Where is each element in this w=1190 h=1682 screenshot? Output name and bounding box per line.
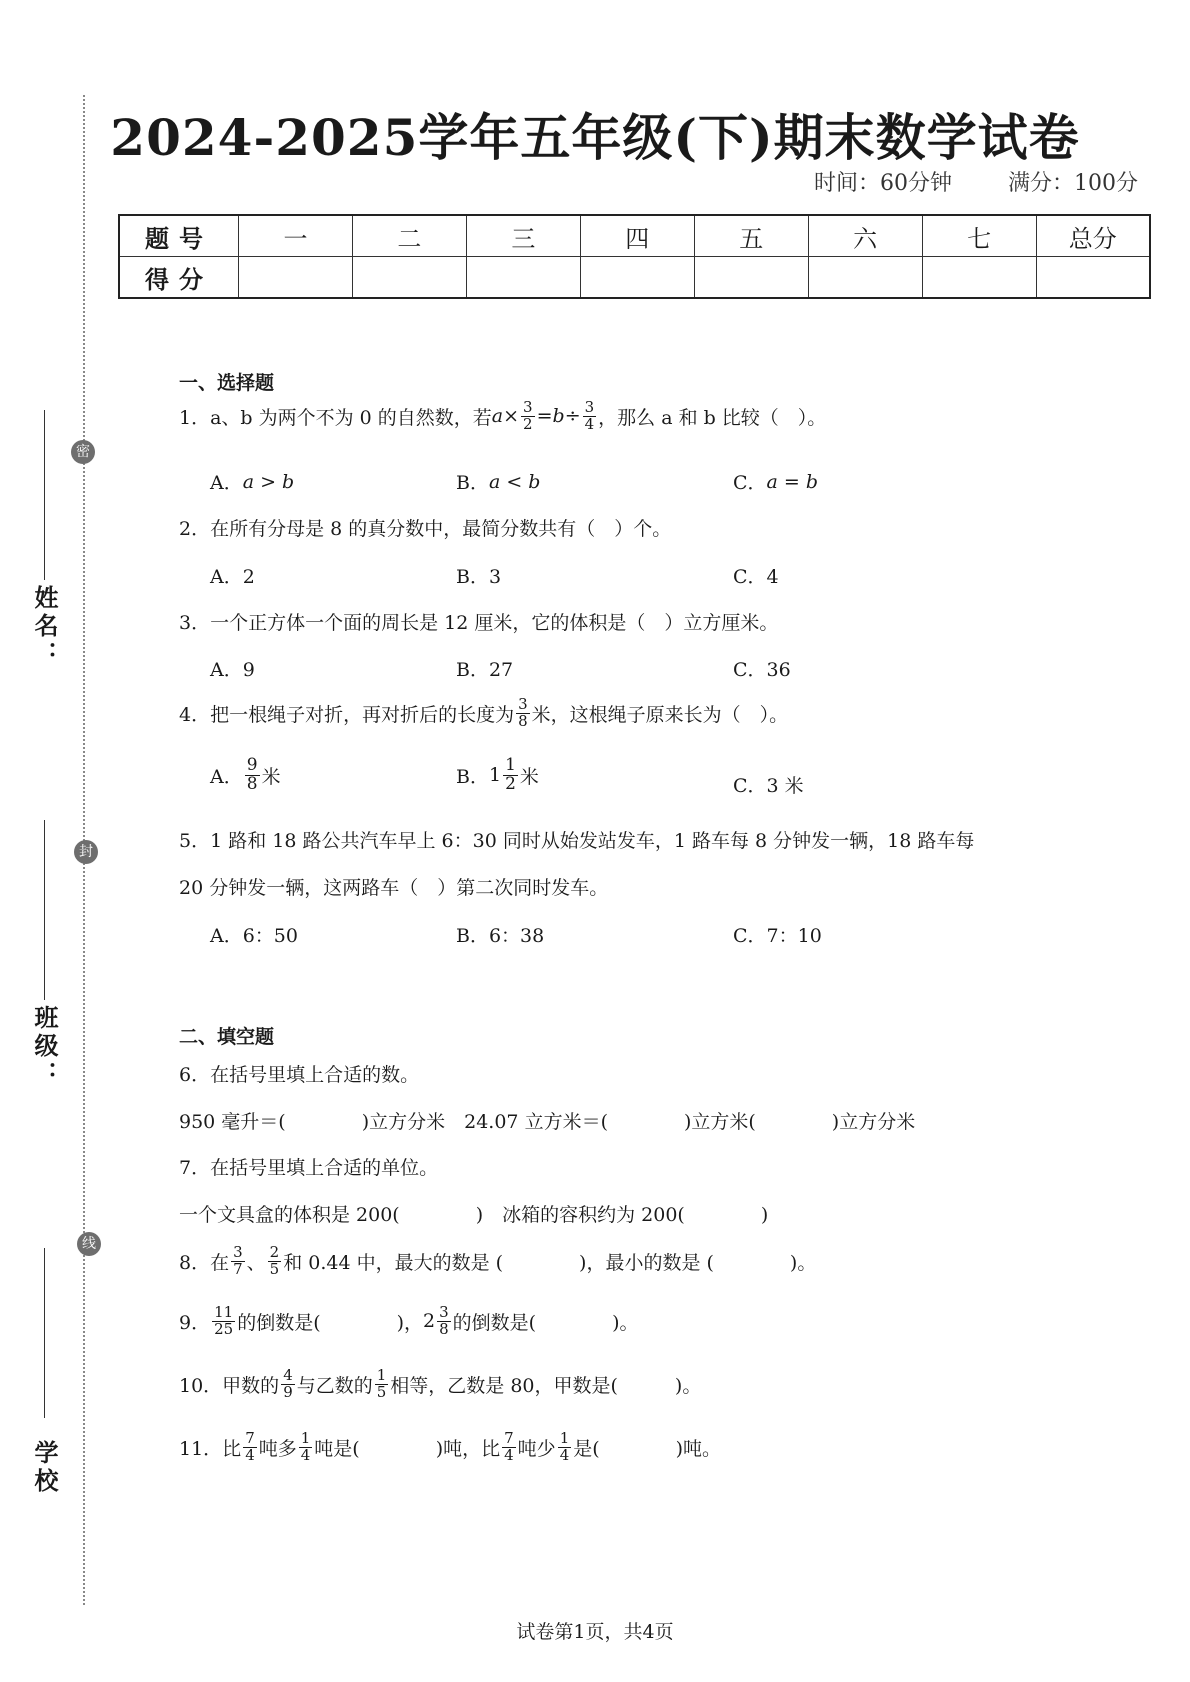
q10-pre: 10．甲数的 [179, 1374, 280, 1397]
q4-pre: 4．把一根绳子对折，再对折后的长度为 [179, 703, 515, 726]
q4-a-den: 8 [246, 773, 258, 794]
q11-fraction-2 [299, 1431, 313, 1464]
score-input-cell[interactable] [466, 257, 580, 299]
q11-mid2: 吨是( )吨，比 [314, 1437, 501, 1460]
question-11[interactable] [179, 1431, 721, 1464]
question-5-line-1: 5．1 路和 18 路公共汽车早上 6：30 同时从始发站发车，1 路车每 8 分钟发一辆，18 路车每 [179, 830, 975, 852]
section-heading-fill: 二、填空题 [179, 1026, 275, 1048]
question-8[interactable] [179, 1245, 816, 1278]
question-6-blanks[interactable]: 950 毫升＝( )立方分米 24.07 立方米＝( )立方米( )立方分米 [179, 1111, 916, 1133]
score-input-cell[interactable] [808, 257, 922, 299]
q1-fraction-1 [521, 400, 535, 433]
option-letter: C． [733, 472, 767, 494]
cell-score-label: 得分 [119, 257, 239, 299]
question-9[interactable] [179, 1305, 638, 1338]
option-text: a > b [242, 470, 295, 493]
cell-q1: 一 [239, 215, 353, 257]
class-write-line [44, 820, 45, 1000]
q11-post: 是( )吨。 [573, 1437, 722, 1460]
question-7-blanks[interactable]: 一个文具盒的体积是 200( ) 冰箱的容积约为 200( ) [179, 1204, 769, 1226]
score-table [118, 214, 1151, 299]
q1-pre: 1．a、b 为两个不为 0 的自然数，若 [179, 406, 492, 429]
q9-fraction-2 [437, 1305, 451, 1338]
q10-f2-den: 5 [376, 1382, 387, 1401]
q11-f3-num: 7 [504, 1429, 514, 1447]
q1-fraction-2 [583, 400, 597, 433]
q10-f1-num: 4 [283, 1366, 293, 1384]
option-letter: B． [456, 765, 489, 788]
q4-b-num: 1 [505, 755, 516, 775]
q1-var-a: a [491, 405, 504, 428]
option-unit: 米 [519, 765, 539, 788]
question-1 [179, 400, 826, 433]
q3-option-a[interactable]: A．9 [210, 659, 255, 681]
q1-f1-num: 3 [523, 398, 533, 416]
q5-option-c[interactable]: C．7：10 [733, 925, 822, 947]
seal-xian: 线 [77, 1232, 101, 1256]
score-input-cell[interactable] [694, 257, 808, 299]
cell-q6: 六 [808, 215, 922, 257]
q9-post: 的倒数是( )。 [452, 1311, 639, 1334]
q8-post: 和 0.44 中，最大的数是 ( )，最小的数是 ( )。 [283, 1251, 817, 1274]
question-10[interactable] [179, 1368, 701, 1401]
question-7: 7．在括号里填上合适的单位。 [179, 1157, 439, 1179]
q8-sep: 、 [246, 1251, 266, 1274]
q11-pre: 11．比 [179, 1437, 242, 1460]
q2-option-b[interactable]: B．3 [456, 566, 502, 588]
q1-f1-den: 2 [523, 414, 533, 433]
q9-f2-num: 3 [439, 1303, 449, 1321]
q9-whole: 2 [423, 1310, 436, 1333]
q11-f1-num: 7 [245, 1429, 255, 1447]
question-2: 2．在所有分母是 8 的真分数中，最简分数共有（ ）个。 [179, 518, 672, 540]
score-input-cell[interactable] [352, 257, 466, 299]
page-title: 2024-2025学年五年级(下)期末数学试卷 [110, 108, 1080, 167]
option-unit: 米 [261, 765, 281, 788]
q1-eq: = [536, 405, 553, 428]
name-write-line [44, 410, 45, 580]
school-write-line [44, 1248, 45, 1418]
cell-q7: 七 [922, 215, 1036, 257]
score-input-cell[interactable] [922, 257, 1036, 299]
q4-b-whole: 1 [488, 764, 502, 787]
q11-f2-num: 1 [300, 1429, 311, 1447]
q1-f2-num: 3 [584, 398, 595, 416]
q11-f3-den: 4 [504, 1445, 514, 1464]
q9-mid: 的倒数是( )， [237, 1311, 424, 1334]
q4-f-den: 8 [518, 711, 528, 730]
score-input-cell[interactable] [239, 257, 353, 299]
q8-f2-den: 5 [269, 1259, 280, 1278]
q1-div: ÷ [564, 405, 581, 428]
q8-pre: 8．在 [179, 1251, 230, 1274]
cell-q5: 五 [694, 215, 808, 257]
q1-post: ，那么 a 和 b 比较（ ）。 [598, 406, 827, 429]
score-input-cell[interactable] [1036, 257, 1150, 299]
q11-f4-num: 1 [559, 1429, 570, 1447]
q1-f2-den: 4 [584, 414, 595, 433]
seal-mi: 密 [71, 440, 95, 464]
q4-option-b[interactable] [456, 757, 539, 794]
q2-option-c[interactable]: C．4 [733, 566, 779, 588]
cell-q2: 二 [352, 215, 466, 257]
cell-q4: 四 [580, 215, 694, 257]
q8-f1-num: 3 [233, 1243, 243, 1261]
q11-fraction-1 [243, 1431, 257, 1464]
page-footer: 试卷第1页，共4页 [516, 1621, 674, 1643]
school-label: 学校 [30, 1440, 58, 1496]
q10-post: 相等，乙数是 80，甲数是( )。 [390, 1374, 702, 1397]
exam-time: 时间：60分钟 [814, 171, 952, 196]
cell-q3: 三 [466, 215, 580, 257]
q8-f1-den: 7 [233, 1259, 243, 1278]
q4-fraction [516, 697, 530, 730]
q11-mid1: 吨多 [258, 1437, 297, 1460]
q9-pre: 9． [179, 1311, 211, 1334]
option-text: a = b [766, 470, 819, 493]
q4-f-num: 3 [518, 695, 528, 713]
q5-option-b[interactable]: B．6：38 [456, 925, 545, 947]
section-heading-choice: 一、选择题 [179, 372, 275, 394]
q4-a-num: 9 [246, 755, 258, 775]
q11-f2-den: 4 [300, 1445, 311, 1464]
q10-fraction-1 [281, 1368, 295, 1401]
exam-full-score: 满分：100分 [1008, 171, 1138, 196]
q1-option-c[interactable] [733, 468, 818, 495]
q11-fraction-4 [558, 1431, 572, 1464]
q1-var-b: b [552, 405, 565, 428]
q1-times: × [503, 405, 520, 428]
option-text: a < b [488, 470, 541, 493]
question-6: 6．在括号里填上合适的数。 [179, 1064, 420, 1086]
option-letter: A． [210, 472, 243, 494]
q9-f1-den: 25 [214, 1319, 234, 1338]
score-table-header-row [119, 215, 1150, 257]
cell-header-label: 题号 [119, 215, 239, 257]
name-label: 姓名： [30, 585, 58, 669]
q9-fraction-1 [212, 1305, 235, 1338]
q4-a-fraction [245, 757, 260, 794]
q4-post: 米，这根绳子原来长为（ ）。 [531, 703, 789, 726]
q10-f1-den: 9 [283, 1382, 293, 1401]
cell-total: 总分 [1036, 215, 1150, 257]
q11-mid3: 吨少 [517, 1437, 556, 1460]
q10-f2-num: 1 [376, 1366, 387, 1384]
q11-f1-den: 4 [245, 1445, 255, 1464]
q10-fraction-2 [375, 1368, 389, 1401]
q4-option-a[interactable] [210, 757, 281, 794]
q3-option-c[interactable]: C．36 [733, 659, 791, 681]
q9-f1-num: 11 [214, 1303, 234, 1321]
option-letter: A． [210, 765, 243, 788]
q1-option-b[interactable] [456, 468, 540, 495]
q9-f2-den: 8 [439, 1319, 449, 1338]
class-label: 班级： [30, 1005, 58, 1089]
score-table-score-row [119, 257, 1150, 299]
question-5-line-2: 20 分钟发一辆，这两路车（ ）第二次同时发车。 [179, 877, 609, 899]
q4-b-fraction [503, 757, 518, 794]
score-input-cell[interactable] [580, 257, 694, 299]
q2-option-a[interactable]: A．2 [210, 566, 255, 588]
q4-b-den: 2 [505, 773, 516, 794]
q5-option-a[interactable]: A．6：50 [210, 925, 298, 947]
q11-fraction-3 [502, 1431, 516, 1464]
q8-fraction-2 [268, 1245, 282, 1278]
q4-option-c[interactable]: C．3 米 [733, 775, 804, 797]
q11-f4-den: 4 [559, 1445, 570, 1464]
q8-f2-num: 2 [269, 1243, 280, 1261]
seal-feng: 封 [74, 840, 98, 864]
q1-option-a[interactable] [210, 468, 294, 495]
q8-fraction-1 [231, 1245, 245, 1278]
question-4 [179, 697, 788, 730]
q10-mid: 与乙数的 [296, 1374, 373, 1397]
question-3: 3．一个正方体一个面的周长是 12 厘米，它的体积是（ ）立方厘米。 [179, 612, 779, 634]
q3-option-b[interactable]: B．27 [456, 659, 514, 681]
option-letter: B． [456, 472, 489, 494]
